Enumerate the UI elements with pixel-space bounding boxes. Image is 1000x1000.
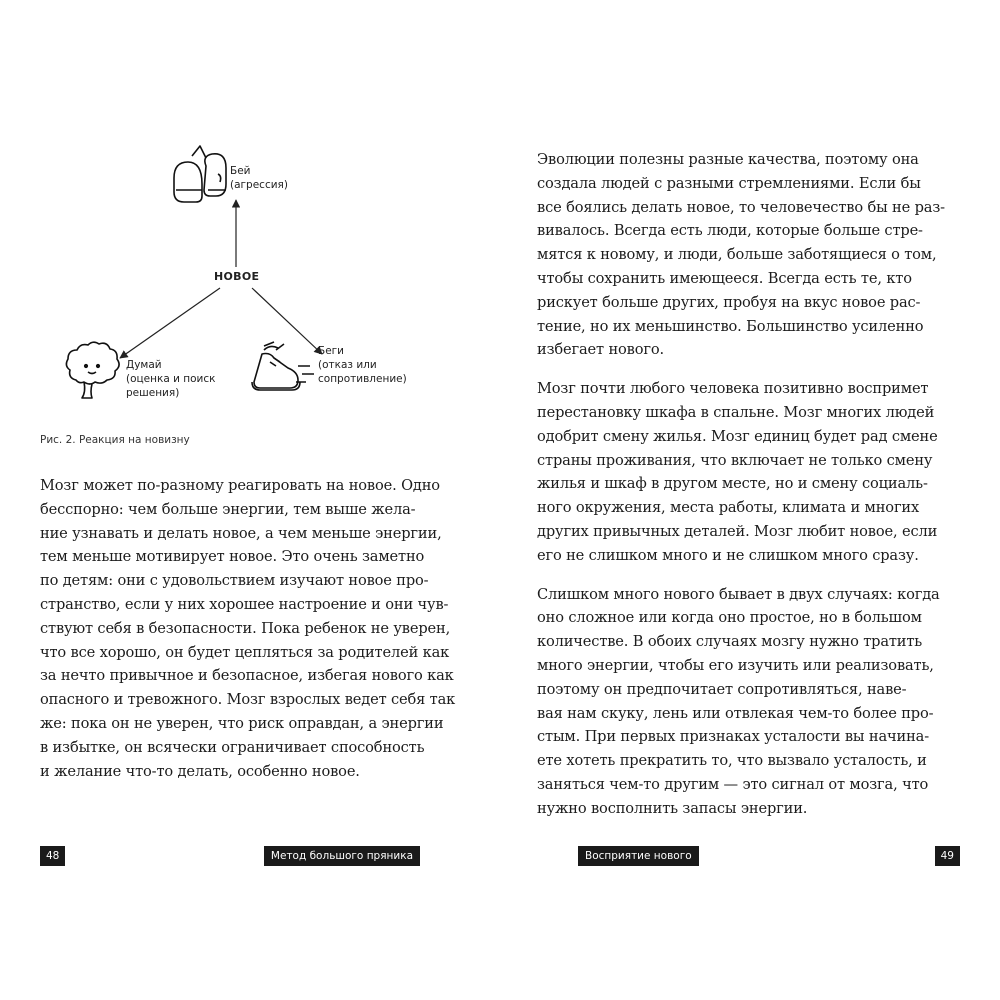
page-number-left: 48 xyxy=(40,846,65,866)
boxing-gloves-icon xyxy=(174,146,226,202)
text-line: опасного и тревожного. Мозг взрослых ведет себя так xyxy=(40,691,456,709)
text-line: нужно восполнить запасы энергии. xyxy=(537,799,808,817)
text-line: Мозг может по-разному реагировать на новое. Одно xyxy=(40,477,440,494)
text-line: ствуют себя в безопасности. Пока ребенок не уверен, xyxy=(40,619,451,637)
text-line: вая нам скуку, лень или отвлекая чем-то более про- xyxy=(537,704,934,722)
diagram-center-label: НОВОЕ xyxy=(214,270,260,283)
text-line: перестановку шкафа в спальне. Мозг многих людей xyxy=(537,403,935,421)
text-line: жилья и шкаф в другом месте, но и смену социаль- xyxy=(537,475,928,493)
text-line: создала людей с разными стремлениями. Если бы xyxy=(537,174,921,192)
text-line: ете хотеть прекратить то, что вызвало усталость, и xyxy=(537,752,927,770)
text-line: много энергии, чтобы его изучить или реализовать, xyxy=(537,656,934,674)
diagram-right-label: Беги (отказ или сопротивление) xyxy=(318,345,407,385)
text-line: оно сложное или когда оно простое, но в большом xyxy=(537,609,922,627)
text-line: других привычных деталей. Мозг любит новое, если xyxy=(537,522,938,540)
text-line: одобрит смену жилья. Мозг единиц будет рад смене xyxy=(537,427,938,445)
text-line: Эволюции полезны разные качества, поэтому она xyxy=(537,151,919,168)
text-line: за нечто привычное и безопасное, избегая нового как xyxy=(40,667,454,685)
text-line: бесспорно: чем больше энергии, тем выше жела- xyxy=(40,500,416,518)
text-line: его не слишком много и не слишком много сразу. xyxy=(537,546,919,564)
text-line: все боялись делать новое, то человечество бы не раз- xyxy=(537,198,945,216)
text-line: ние узнавать и делать новое, а чем меньше энергии, xyxy=(40,524,442,542)
text-line: рискует больше других, пробуя на вкус новое рас- xyxy=(537,293,921,311)
text-line: что все хорошо, он будет цепляться за родителей как xyxy=(40,643,450,661)
right-page xyxy=(500,0,1000,1000)
running-title-left: Метод большого пряника xyxy=(264,846,420,866)
brain-icon xyxy=(66,342,119,398)
text-line: количестве. В обоих случаях мозгу нужно тратить xyxy=(537,633,923,651)
diagram-top-label: Бей (агрессия) xyxy=(230,165,288,191)
text-line: поэтому он предпочитает сопротивляться, наве- xyxy=(537,680,907,698)
text-line: по детям: они с удовольствием изучают новое про- xyxy=(40,572,429,590)
text-line: страны проживания, что включает не только смену xyxy=(537,451,933,469)
text-line: чтобы сохранить имеющееся. Всегда есть те, кто xyxy=(537,269,912,287)
figure-caption: Рис. 2. Реакция на новизну xyxy=(40,434,190,446)
right-body-text xyxy=(537,148,967,821)
text-line: Слишком много нового бывает в двух случаях: когда xyxy=(537,585,940,603)
running-title-right: Восприятие нового xyxy=(578,846,699,866)
text-line: в избытке, он всячески ограничивает способность xyxy=(40,738,425,756)
text-line: вивалось. Всегда есть люди, которые больше стре- xyxy=(537,222,923,240)
text-line: же: пока он не уверен, что риск оправдан, а энергии xyxy=(40,714,444,732)
arrow-right xyxy=(252,288,322,354)
text-line: и желание что-то делать, особенно новое. xyxy=(40,762,360,780)
page-number-right: 49 xyxy=(935,846,960,866)
reaction-diagram xyxy=(40,140,480,420)
text-line: тение, но их меньшинство. Большинство усиленно xyxy=(537,317,924,335)
text-line: заняться чем-то другим — это сигнал от мозга, что xyxy=(537,775,929,793)
running-shoe-icon xyxy=(252,342,314,390)
text-line: тем меньше мотивирует новое. Это очень заметно xyxy=(40,548,425,566)
text-line: мятся к новому, и люди, больше заботящиеся о том, xyxy=(537,246,937,264)
text-line: ного окружения, места работы, климата и многих xyxy=(537,499,920,517)
text-line: стым. При первых признаках усталости вы начина- xyxy=(537,728,929,746)
arrow-left xyxy=(120,288,220,358)
left-body-text xyxy=(40,474,470,783)
text-line: Мозг почти любого человека позитивно воспримет xyxy=(537,380,929,398)
diagram-left-label: Думай (оценка и поиск решения) xyxy=(126,359,216,399)
text-line: странство, если у них хорошее настроение и они чув- xyxy=(40,595,449,613)
text-line: избегает нового. xyxy=(537,341,664,359)
